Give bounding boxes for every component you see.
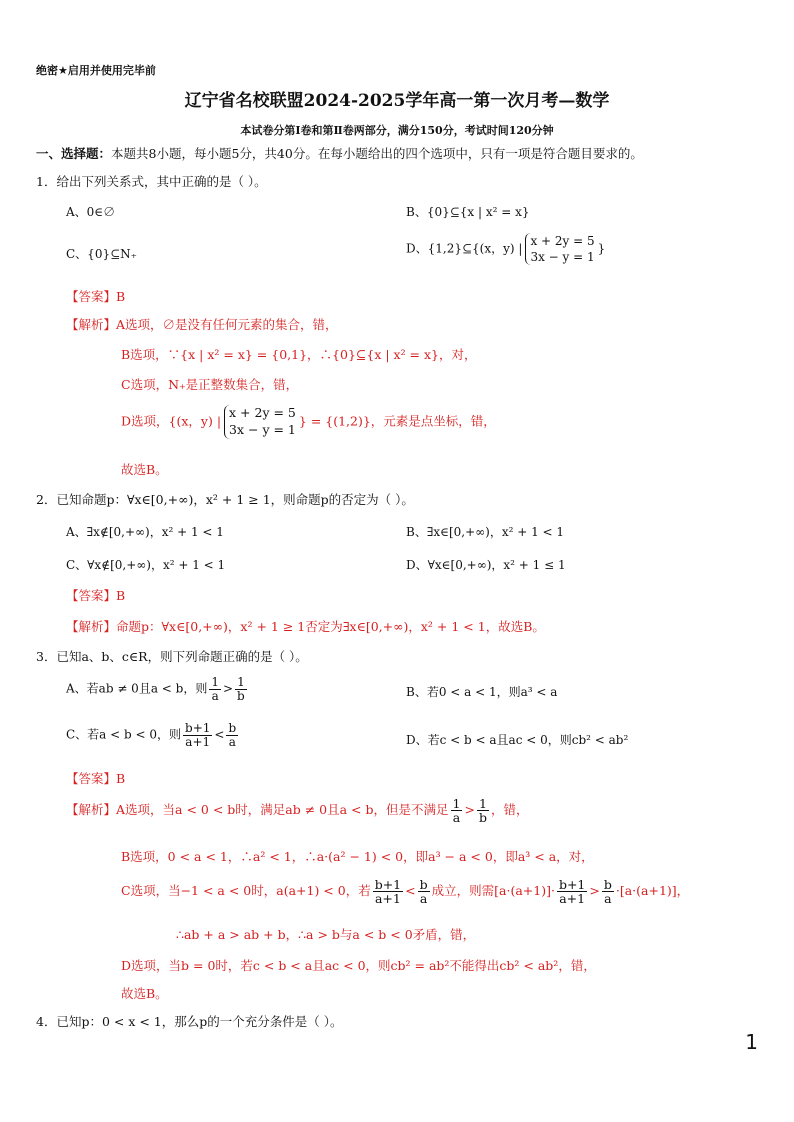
q3-option-a-mid: > xyxy=(222,681,234,696)
q3-option-c-mid: < xyxy=(214,727,225,742)
q2-option-b: B、∃x∈[0,+∞)，x² + 1 < 1 xyxy=(406,525,565,539)
q1-analysis-2: B选项，∵{x | x² = x} = {0,1}，∴{0}⊆{x | x² = x}，对， xyxy=(121,347,477,362)
q3-analysis-3-frac3-den: a+1 xyxy=(559,891,586,907)
q3-analysis-1 xyxy=(66,797,528,824)
q3-analysis-1-frac1-den: a xyxy=(452,810,461,826)
q2-option-d: D、∀x∈[0,+∞)，x² + 1 ≤ 1 xyxy=(406,558,566,572)
q3-option-c-frac1-num: b+1 xyxy=(185,721,211,735)
q3-analysis-3 xyxy=(121,878,689,905)
q3-analysis-3-frac2-den: a xyxy=(419,891,428,907)
q3-stem: 3．已知a、b、c∈R，则下列命题正确的是（ ）。 xyxy=(36,649,308,664)
q3-analysis-2: B选项，0 < a < 1，∴a² < 1，∴a·(a² − 1) < 0，即a³ − a < 0，即a³ < a，对， xyxy=(121,849,594,864)
q3-option-a-frac2-num: 1 xyxy=(235,676,247,690)
q1-option-c: C、{0}⊆N₊ xyxy=(66,247,137,261)
q3-answer: 【答案】B xyxy=(66,771,126,786)
q1-option-d-system xyxy=(525,233,594,265)
q3-analysis-3-frac1-den: a+1 xyxy=(374,891,401,907)
q3-analysis-3-prefix: C选项，当−1 < a < 0时，a(a+1) < 0，若 xyxy=(121,883,371,899)
exam-subtitle: 本试卷分第Ⅰ卷和第Ⅱ卷两部分，满分150分，考试时间120分钟 xyxy=(240,124,554,137)
page-title: 辽宁省名校联盟2024-2025学年高一第一次月考—数学 xyxy=(184,91,610,111)
q1-option-d xyxy=(406,233,605,265)
q3-option-b: B、若0 < a < 1，则a³ < a xyxy=(406,685,558,699)
q3-analysis-1-frac2-num: 1 xyxy=(477,797,489,811)
q3-analysis-3-frac3-num: b+1 xyxy=(558,877,586,892)
q3-option-c-frac1 xyxy=(183,722,212,748)
q3-analysis-3-frac3 xyxy=(557,878,587,905)
q3-option-a-frac1-den: a xyxy=(211,688,219,703)
q3-option-c-frac1-den: a+1 xyxy=(185,734,211,749)
q3-analysis-3-frac1-num: b+1 xyxy=(374,877,402,892)
q3-analysis-5: D选项，当b = 0时，若c < b < a且ac < 0，则cb² = ab²不能得出cb² < ab²，错， xyxy=(121,958,596,973)
q2-answer: 【答案】B xyxy=(66,588,126,603)
q3-option-a-frac1 xyxy=(209,676,221,702)
q3-analysis-3-suffix: ·[a·(a+1)]， xyxy=(615,883,690,899)
q2-analysis xyxy=(66,617,545,635)
page-number: 1 xyxy=(745,1030,758,1054)
q3-option-c-frac2-den: a xyxy=(228,734,236,749)
q3-option-a-prefix: A、若ab ≠ 0且a < b，则 xyxy=(66,681,208,696)
q1-analysis-3: C选项，N₊是正整数集合，错， xyxy=(121,377,299,392)
q3-analysis-label: 【解析】 xyxy=(66,802,117,818)
q3-analysis-3-mid2: 成立，则需[a·(a+1)]· xyxy=(431,883,555,899)
section-title: 一、选择题： xyxy=(36,146,112,161)
q3-analysis-1-frac1-num: 1 xyxy=(452,796,461,811)
q3-option-a-frac1-num: 1 xyxy=(211,675,219,689)
confidential-label: 绝密★启用并使用完毕前 xyxy=(36,64,156,77)
q3-option-c-frac2-num: b xyxy=(228,721,237,735)
q3-analysis-3-mid3: > xyxy=(589,883,600,899)
q4-stem: 4．已知p：0 < x < 1，那么p的一个充分条件是（ ）。 xyxy=(36,1014,343,1029)
q1-analysis-4-suffix: } = {(1,2)}，元素是点坐标，错， xyxy=(298,413,496,429)
section-heading xyxy=(36,144,643,162)
q1-analysis-4-eq1: x + 2y = 5 xyxy=(229,405,296,420)
q1-analysis-4-prefix: D选项，{(x，y) | xyxy=(121,413,222,429)
q3-analysis-6: 故选B。 xyxy=(121,986,168,1001)
q3-option-c xyxy=(66,722,240,748)
section-instructions: 本题共8小题，每小题5分，共40分。在每小题给出的四个选项中，只有一项是符合题目要求的。 xyxy=(111,146,643,161)
q3-option-a xyxy=(66,676,249,702)
q3-analysis-1-prefix: A选项，当a < 0 < b时，满足ab ≠ 0且a < b，但是不满足 xyxy=(116,802,449,818)
q3-analysis-3-frac2-num: b xyxy=(419,877,428,892)
q3-analysis-3-frac1 xyxy=(373,878,403,905)
q3-analysis-3-frac4-num: b xyxy=(603,877,612,892)
q3-analysis-3-frac4-den: a xyxy=(604,891,612,907)
q3-analysis-4: ∴ab + a > ab + b，∴a > b与a < b < 0矛盾，错， xyxy=(176,927,476,942)
q3-option-c-frac2 xyxy=(226,722,238,748)
q2-stem: 2．已知命题p：∀x∈[0,+∞)，x² + 1 ≥ 1，则命题p的否定为（ ）。 xyxy=(36,492,414,507)
q3-analysis-1-suffix: ，错， xyxy=(490,802,529,818)
q1-analysis-4-eq2: 3x − y = 1 xyxy=(229,421,296,437)
q3-analysis-1-frac2 xyxy=(477,797,489,824)
q1-option-d-prefix: D、{1,2}⊆{(x，y) | xyxy=(406,241,523,256)
q3-option-a-frac2-den: b xyxy=(237,688,245,703)
q1-analysis-4-system xyxy=(224,405,296,439)
q1-option-a: A、0∈∅ xyxy=(66,205,116,219)
q1-answer: 【答案】B xyxy=(66,289,126,304)
q3-option-a-frac2 xyxy=(235,676,247,702)
q1-option-d-eq2: 3x − y = 1 xyxy=(530,250,595,265)
q3-analysis-1-frac1 xyxy=(451,797,463,824)
q3-analysis-1-frac2-den: b xyxy=(478,810,487,826)
q2-option-c: C、∀x∉[0,+∞)，x² + 1 < 1 xyxy=(66,558,226,572)
q3-option-d: D、若c < b < a且ac < 0，则cb² < ab² xyxy=(406,733,629,747)
q2-option-a: A、∃x∉[0,+∞)，x² + 1 < 1 xyxy=(66,525,224,539)
q3-analysis-3-mid: < xyxy=(405,883,416,899)
q1-analysis-4 xyxy=(121,405,496,439)
q3-analysis-3-frac2 xyxy=(418,878,430,905)
q2-analysis-text: 命题p：∀x∈[0,+∞)，x² + 1 ≥ 1否定为∃x∈[0,+∞)，x² + 1 < 1，故选B。 xyxy=(116,619,545,634)
q1-stem: 1．给出下列关系式，其中正确的是（ ）。 xyxy=(36,174,267,189)
q3-analysis-3-frac4 xyxy=(602,878,614,905)
q1-analysis-5: 故选B。 xyxy=(121,462,168,477)
q1-analysis-a: A选项，∅是没有任何元素的集合，错， xyxy=(116,317,338,332)
q1-option-d-eq1: x + 2y = 5 xyxy=(530,234,595,248)
q1-analysis-1 xyxy=(66,315,338,333)
q1-option-b: B、{0}⊆{x | x² = x} xyxy=(406,205,530,219)
q3-analysis-1-mid: > xyxy=(464,802,475,818)
q2-analysis-label: 【解析】 xyxy=(66,619,117,634)
q1-analysis-label: 【解析】 xyxy=(66,317,117,332)
q3-option-c-prefix: C、若a < b < 0，则 xyxy=(66,727,182,742)
q1-option-d-suffix: } xyxy=(597,241,606,256)
